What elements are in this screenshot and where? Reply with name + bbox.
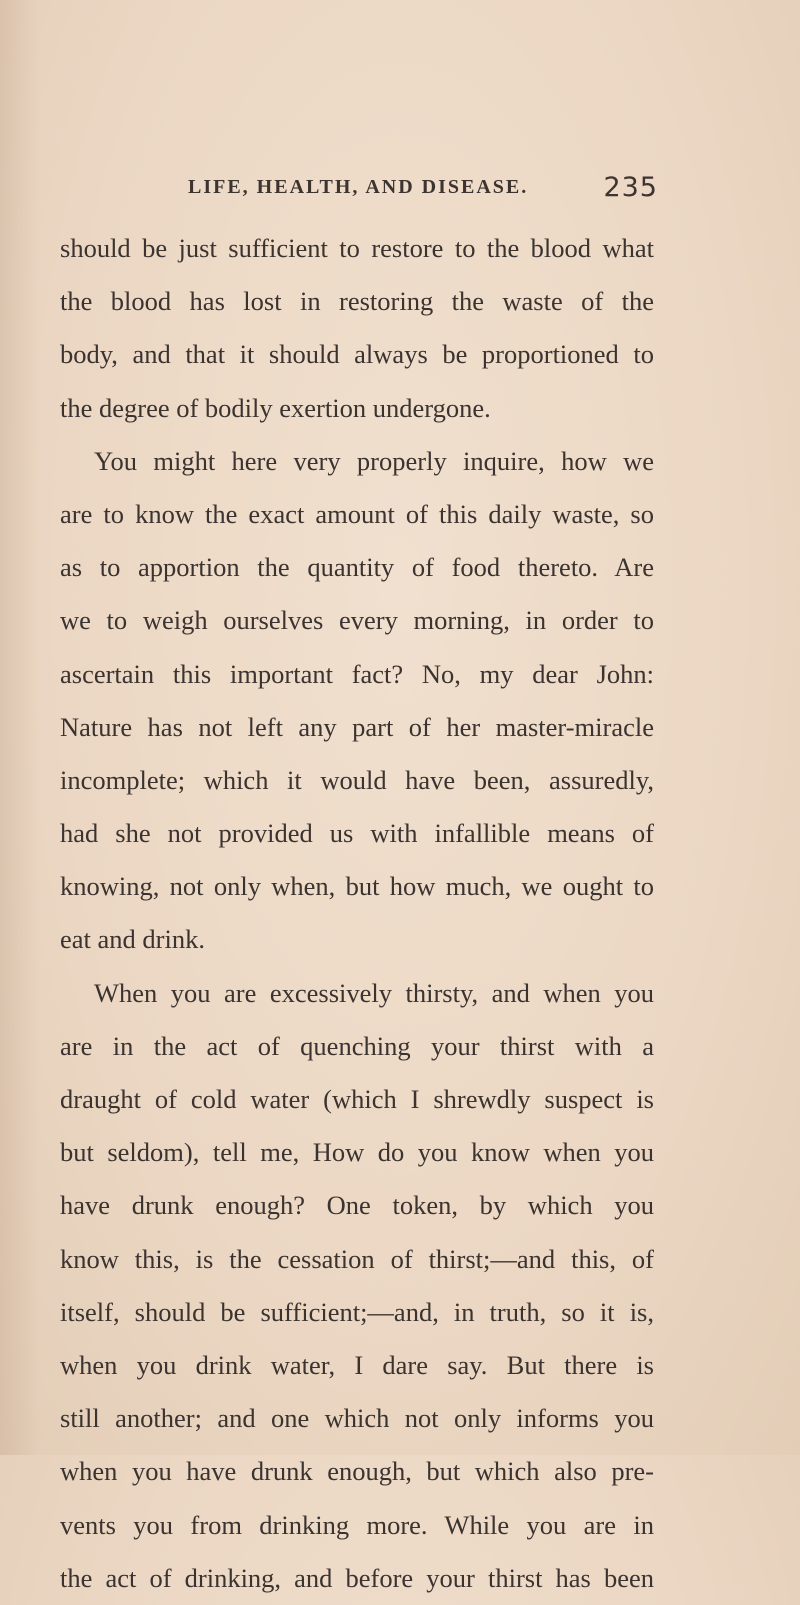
text-line: but seldom), tell me, How do you know when you (60, 1137, 654, 1168)
text-line: are in the act of quenching your thirst with a (60, 1030, 654, 1061)
text-line: the act of drinking, and before your thirst has been (60, 1562, 654, 1593)
text-line: knowing, not only when, but how much, we ought to (60, 871, 654, 902)
text-line: as to apportion the quantity of food thereto. Are (60, 552, 654, 583)
text-line: You might here very properly inquire, how we (94, 445, 654, 476)
running-head (188, 172, 658, 204)
body-text (60, 222, 654, 1605)
running-head-title: LIFE, HEALTH, AND DISEASE. (188, 176, 529, 198)
text-line: had she not provided us with infallible means of (60, 818, 654, 849)
text-line: we to weigh ourselves every morning, in order to (60, 605, 654, 636)
page-gutter-shadow (0, 0, 40, 1455)
text-line: When you are excessively thirsty, and when you (94, 977, 654, 1008)
text-line: draught of cold water (which I shrewdly suspect is (60, 1084, 654, 1114)
text-line: have drunk enough? One token, by which you (60, 1190, 654, 1221)
text-line: know this, is the cessation of thirst;—and this, of (60, 1243, 654, 1274)
text-line: itself, should be sufficient;—and, in truth, so it is, (60, 1296, 654, 1327)
text-line: should be just sufficient to restore to the blood what (60, 233, 654, 263)
page-number: 235 (603, 172, 658, 203)
text-line: still another; and one which not only informs you (60, 1403, 654, 1434)
text-line: incomplete; which it would have been, assuredly, (60, 764, 654, 795)
text-line: vents you from drinking more. While you are in (60, 1509, 654, 1540)
text-line: body, and that it should always be proportioned to (60, 339, 654, 370)
text-line: the blood has lost in restoring the waste of the (60, 286, 654, 317)
text-line: the degree of bodily exertion undergone. (60, 392, 491, 423)
text-line: eat and drink. (60, 924, 205, 955)
text-line: Nature has not left any part of her master-miracle (60, 711, 654, 742)
text-line: are to know the exact amount of this daily waste, so (60, 498, 654, 529)
text-line: when you have drunk enough, but which also pre- (60, 1456, 654, 1487)
text-line: when you drink water, I dare say. But there is (60, 1349, 654, 1380)
text-line: ascertain this important fact? No, my dear John: (60, 658, 654, 689)
